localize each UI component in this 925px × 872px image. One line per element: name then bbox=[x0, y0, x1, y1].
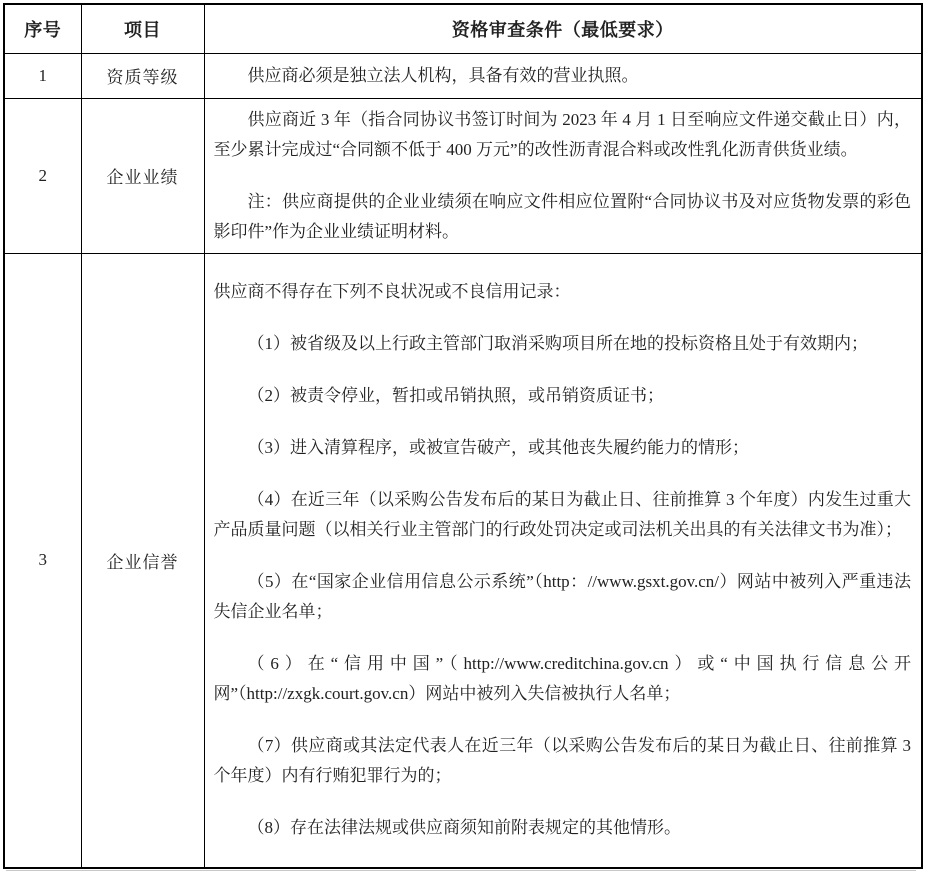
row-number: 2 bbox=[4, 98, 81, 253]
condition-paragraph: （2）被责令停业，暂扣或吊销执照，或吊销资质证书； bbox=[247, 386, 664, 406]
row-item-label: 资质等级 bbox=[81, 53, 204, 98]
table-row-enterprise-reputation bbox=[4, 253, 922, 868]
condition-paragraph: （8）存在法律法规或供应商须知前附表规定的其他情形。 bbox=[247, 818, 681, 838]
scan-shadow-line bbox=[6, 870, 916, 871]
row-conditions-text bbox=[204, 253, 922, 868]
header-cell-no: 序号 bbox=[4, 4, 81, 53]
condition-paragraph: （7）供应商或其法定代表人在近三年（以采购公告发布后的某日为截止日、往前推算 3 个年度）内有行贿犯罪行为的； bbox=[213, 736, 911, 786]
condition-paragraph: 供应商必须是独立法人机构，具备有效的营业执照。 bbox=[247, 65, 639, 85]
condition-paragraph: 注：供应商提供的企业业绩须在响应文件相应位置附“合同协议书及对应货物发票的彩色影印件”作为企业业绩证明材料。 bbox=[213, 191, 911, 241]
condition-paragraph: （6）在“信用中国”（http://www.creditchina.gov.cn）或“中国执行信息公开网”（http://zxgk.court.gov.cn）网站中被列入失信被执行人名单； bbox=[213, 654, 911, 704]
table-header-row bbox=[4, 4, 922, 53]
row-number: 3 bbox=[4, 253, 81, 868]
table-row-enterprise-performance bbox=[4, 98, 922, 253]
condition-paragraph: （4）在近三年（以采购公告发布后的某日为截止日、往前推算 3 个年度）内发生过重大产品质量问题（以相关行业主管部门的行政处罚决定或司法机关出具的有关法律文书为准）； bbox=[213, 490, 911, 540]
row-conditions-text bbox=[204, 53, 922, 98]
condition-paragraph: 供应商不得存在下列不良状况或不良信用记录： bbox=[213, 282, 571, 302]
condition-paragraph: （3）进入清算程序，或被宣告破产，或其他丧失履约能力的情形； bbox=[247, 438, 749, 458]
condition-paragraph: 供应商近 3 年（指合同协议书签订时间为 2023 年 4 月 1 日至响应文件递交截止日）内，至少累计完成过“合同额不低于 400 万元”的改性沥青混合料或改性乳化沥青供货业绩。 bbox=[213, 109, 911, 159]
header-cell-item: 项目 bbox=[81, 4, 204, 53]
qualification-review-table bbox=[3, 3, 923, 869]
row-item-label: 企业业绩 bbox=[81, 98, 204, 253]
row-conditions-text bbox=[204, 98, 922, 253]
row-number: 1 bbox=[4, 53, 81, 98]
condition-paragraph: （5）在“国家企业信用信息公示系统”（http：//www.gsxt.gov.cn/）网站中被列入严重违法失信企业名单； bbox=[213, 572, 911, 622]
header-cell-conditions: 资格审查条件（最低要求） bbox=[204, 4, 922, 53]
condition-paragraph: （1）被省级及以上行政主管部门取消采购项目所在地的投标资格且处于有效期内； bbox=[247, 334, 868, 354]
table-row-qualification-level bbox=[4, 53, 922, 98]
row-item-label: 企业信誉 bbox=[81, 253, 204, 868]
